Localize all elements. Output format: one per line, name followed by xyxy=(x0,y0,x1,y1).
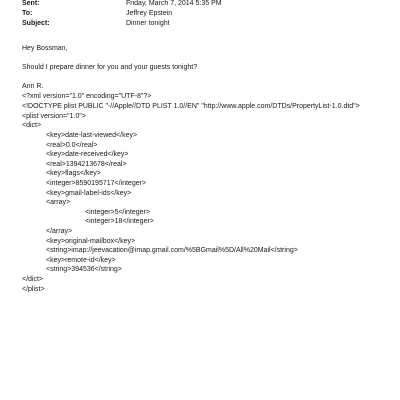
plist-line: <dict> xyxy=(22,122,42,129)
plist-line: <string>imap://jeevacation@imap.gmail.com/%5BGmail%5D/All%20Mail</string> xyxy=(46,247,298,254)
plist-line: <plist version="1.0"> xyxy=(22,113,86,120)
header-sent-value: Friday, March 7, 2014 5:35 PM xyxy=(126,0,222,7)
plist-line: <integer>8590195717</integer> xyxy=(46,180,147,187)
plist-line: </plist> xyxy=(22,286,45,293)
plist-line: <!DOCTYPE plist PUBLIC "-//Apple//DTD PLIST 1.0//EN" "http://www.apple.com/DTDs/PropertyList-1.0.dtd"> xyxy=(22,103,360,110)
plist-line: <key>date-last-viewed</key> xyxy=(46,132,138,139)
plist-line: <key>remote-id</key> xyxy=(46,257,116,264)
signature: Ann R. xyxy=(22,83,44,90)
header-to-label: To: xyxy=(22,10,33,17)
plist-line: </array> xyxy=(46,228,73,235)
plist-line: <integer>5</integer> xyxy=(85,209,150,216)
plist-line: <key>flags</key> xyxy=(46,170,101,177)
body-question: Should I prepare dinner for you and your guests tonight? xyxy=(22,64,198,71)
greeting: Hey Bossman, xyxy=(22,45,68,52)
header-to-value: Jeffrey Epstein xyxy=(126,10,173,17)
header-sent-label: Sent: xyxy=(22,0,40,7)
plist-line: <key>original-mailbox</key> xyxy=(46,238,136,245)
header-subject-label: Subject: xyxy=(22,20,50,27)
plist-line: </dict> xyxy=(22,276,44,283)
plist-line: <string>394536</string> xyxy=(46,266,122,273)
plist-line: <real>1394213678</real> xyxy=(46,161,127,168)
plist-line: <?xml version="1.0" encoding="UTF-8"?> xyxy=(22,93,152,100)
header-subject-value: Dinner tonight xyxy=(126,20,170,27)
plist-line: <real>0.0</real> xyxy=(46,142,98,149)
plist-line: <array> xyxy=(46,199,71,206)
plist-line: <key>date-received</key> xyxy=(46,151,129,158)
plist-line: <integer>18</integer> xyxy=(85,218,154,225)
plist-line: <key>gmail-label-ids</key> xyxy=(46,190,132,197)
